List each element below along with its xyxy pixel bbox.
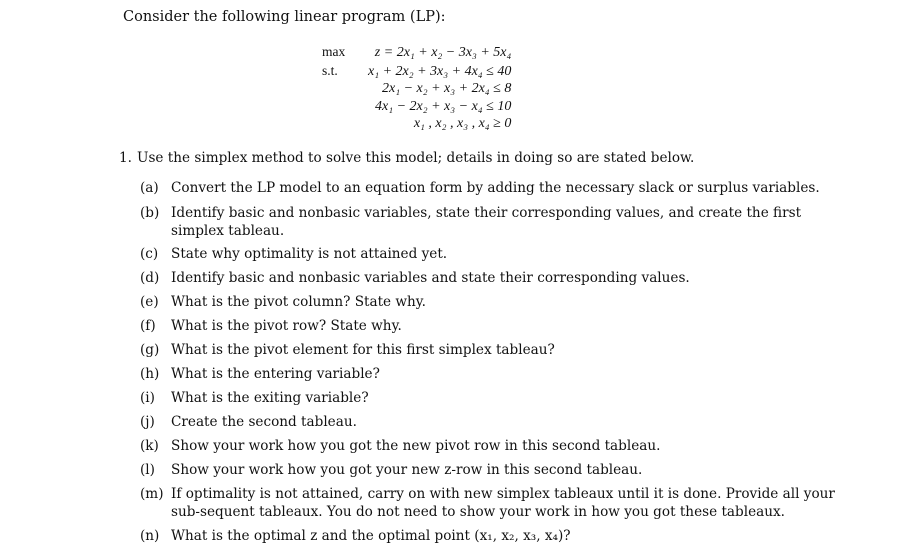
part-label: (f)	[140, 318, 156, 334]
part-k	[140, 438, 840, 456]
part-label: (h)	[140, 366, 160, 382]
part-c	[140, 246, 840, 264]
part-h	[140, 366, 840, 384]
part-m	[140, 486, 840, 521]
part-b	[140, 205, 840, 240]
part-label: (j)	[140, 414, 155, 430]
part-text: Identify basic and nonbasic variables and state their corresponding values.	[171, 270, 690, 286]
part-text: What is the pivot element for this first simplex tableau?	[171, 342, 555, 358]
part-text: Show your work how you got the new pivot row in this second tableau.	[171, 438, 661, 454]
part-text: State why optimality is not attained yet.	[171, 246, 448, 262]
part-text: Create the second tableau.	[171, 414, 357, 430]
constraint-row	[322, 62, 511, 81]
objective-keyword: max	[322, 44, 346, 59]
part-text: What is the optimal z and the optimal point (x₁, x₂, x₃, x₄)?	[171, 528, 571, 544]
part-l	[140, 462, 840, 480]
constraint-1: x₁ + 2x₂ + 3x₃ + 4x₄ ≤ 40	[368, 63, 512, 79]
part-text: If optimality is not attained, carry on with new simplex tableaux until it is done. Provide all your sub-sequent tableaux. You do not need to show your work in how you got these tableaux.	[171, 486, 835, 520]
part-a	[140, 180, 840, 198]
part-n	[140, 528, 840, 546]
part-label: (b)	[140, 205, 160, 221]
part-label: (k)	[140, 438, 159, 454]
question-1	[119, 150, 694, 166]
question-text: Use the simplex method to solve this model; details in doing so are stated below.	[137, 150, 695, 166]
constraint-row	[322, 80, 511, 98]
part-label: (e)	[140, 294, 159, 310]
part-label: (d)	[140, 270, 160, 286]
linear-program	[322, 43, 511, 133]
part-text: What is the entering variable?	[171, 366, 380, 382]
part-label: (i)	[140, 390, 155, 406]
part-i	[140, 390, 840, 408]
part-label: (m)	[140, 486, 164, 502]
part-text: Identify basic and nonbasic variables, state their corresponding values, and create the first simplex tableau.	[171, 205, 802, 239]
part-label: (l)	[140, 462, 155, 478]
part-label: (a)	[140, 180, 159, 196]
constraints-keyword: s.t.	[322, 62, 338, 78]
part-g	[140, 342, 840, 360]
part-text: What is the pivot row? State why.	[171, 318, 402, 334]
part-text: Convert the LP model to an equation form by adding the necessary slack or surplus variables.	[171, 180, 820, 196]
part-f	[140, 318, 840, 336]
constraint-row	[322, 98, 511, 116]
part-j	[140, 414, 840, 432]
part-label: (c)	[140, 246, 159, 262]
intro-text: Consider the following linear program (LP):	[123, 9, 446, 25]
part-e	[140, 294, 840, 312]
objective-function: z = 2x₁ + x₂ − 3x₃ + 5x₄	[374, 45, 512, 60]
part-d	[140, 270, 840, 288]
part-text: Show your work how you got your new z-row in this second tableau.	[171, 462, 643, 478]
part-text: What is the exiting variable?	[171, 390, 369, 406]
part-label: (n)	[140, 528, 160, 544]
constraint-3: 4x₁ − 2x₂ + x₃ − x₄ ≤ 10	[375, 98, 512, 114]
objective-row	[322, 43, 511, 62]
constraint-2: 2x₁ − x₂ + x₃ + 2x₄ ≤ 8	[382, 81, 512, 96]
nonnegativity-constraint: x₁ , x₂ , x₃ , x₄ ≥ 0	[413, 116, 512, 131]
question-number: 1.	[119, 150, 132, 166]
part-label: (g)	[140, 342, 160, 358]
part-text: What is the pivot column? State why.	[171, 294, 426, 310]
constraint-row	[322, 115, 511, 133]
